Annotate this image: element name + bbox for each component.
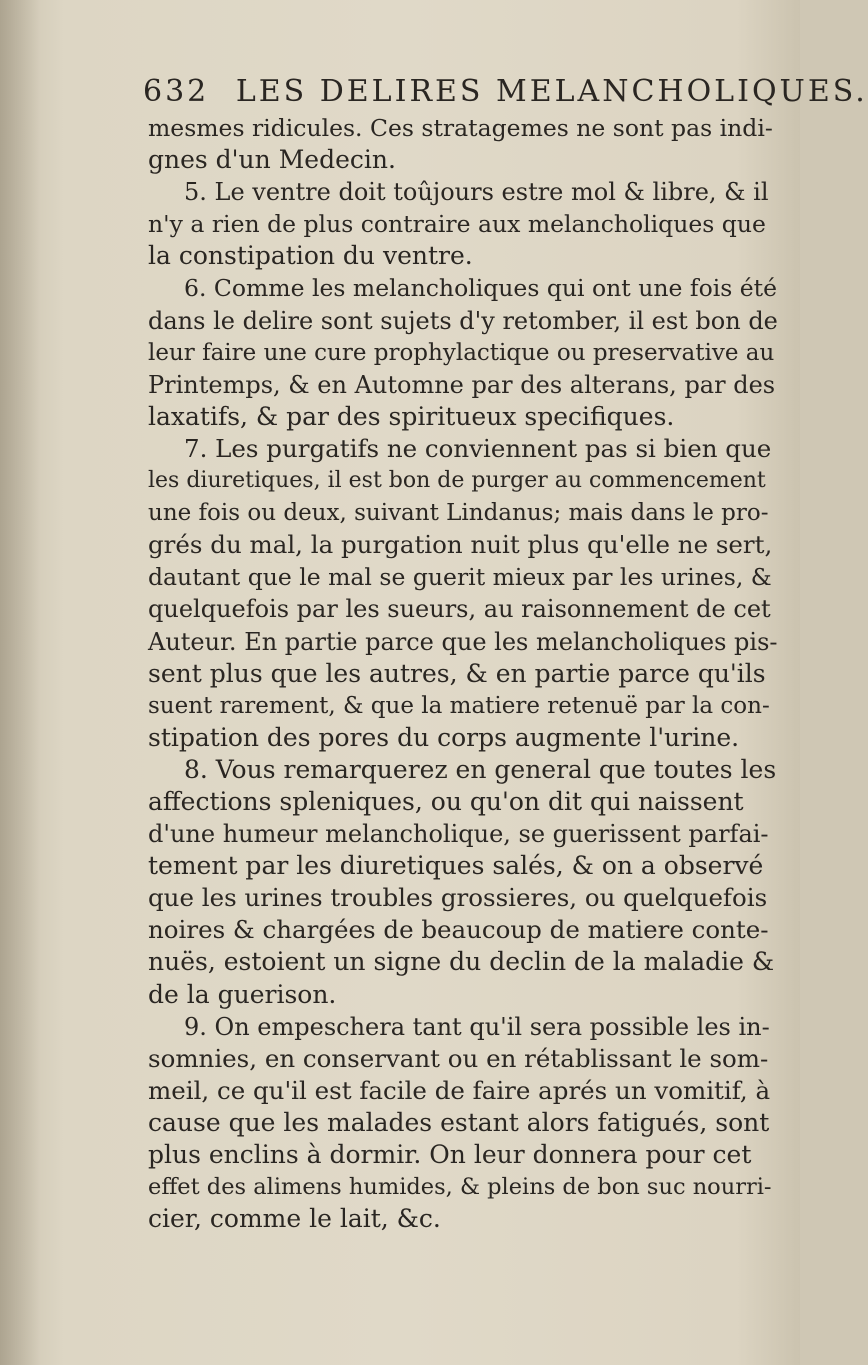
text-line: quelquefois par les sueurs, au raisonnement de cet xyxy=(148,595,771,624)
text-line: n'y a rien de plus contraire aux melancholiques que xyxy=(148,210,766,239)
text-line: somnies, en conservant ou en rétablissant le som- xyxy=(148,1043,769,1073)
text-line: 6. Comme les melancholiques qui ont une fois été xyxy=(184,274,778,303)
text-line: nuës, estoient un signe du declin de la maladie & xyxy=(148,947,775,977)
page-header xyxy=(143,74,868,109)
text-line: mesmes ridicules. Ces stratagemes ne sont pas indi- xyxy=(148,114,773,142)
text-line: tement par les diuretiques salés, & on a observé xyxy=(148,851,764,881)
text-line: noires & chargées de beaucoup de matiere conte- xyxy=(148,915,769,945)
text-line: leur faire une cure prophylactique ou preservative au xyxy=(148,339,775,366)
text-line: de la guerison. xyxy=(148,979,337,1009)
text-line: 5. Le ventre doit toûjours estre mol & libre, & il xyxy=(184,178,769,207)
text-line: suent rarement, & que la matiere retenuë par la con- xyxy=(148,692,770,719)
running-head: LES DELIRES MELANCHOLIQUES. xyxy=(235,74,868,109)
text-line: 7. Les purgatifs ne conviennent pas si bien que xyxy=(184,433,772,463)
text-line: les diuretiques, il est bon de purger au commencement xyxy=(148,468,766,494)
text-line: 8. Vous remarquerez en general que toutes les xyxy=(184,754,777,784)
text-line: affections spleniques, ou qu'on dit qui naissent xyxy=(148,786,744,816)
text-line: stipation des pores du corps augmente l'urine. xyxy=(148,722,740,752)
text-line: cause que les malades estant alors fatigués, sont xyxy=(148,1107,770,1137)
text-line: une fois ou deux, suivant Lindanus; mais dans le pro- xyxy=(148,500,769,527)
text-line: 9. On empeschera tant qu'il sera possible les in- xyxy=(184,1012,770,1041)
page-gutter-shadow xyxy=(0,0,40,1365)
text-line: d'une humeur melancholique, se guerissent parfai- xyxy=(148,820,769,849)
text-line: dans le delire sont sujets d'y retomber, il est bon de xyxy=(148,306,778,335)
body-text xyxy=(148,112,778,1235)
text-line: effet des alimens humides, & pleins de bon suc nourri- xyxy=(148,1174,772,1201)
text-line: grés du mal, la purgation nuit plus qu'elle ne sert, xyxy=(148,530,773,560)
text-line: sent plus que les autres, & en partie parce qu'ils xyxy=(148,658,766,688)
text-line: Auteur. En partie parce que les melancholiques pis- xyxy=(148,627,778,656)
text-line: cier, comme le lait, &c. xyxy=(148,1204,441,1234)
text-line: meil, ce qu'il est facile de faire aprés un vomitif, à xyxy=(148,1075,771,1105)
text-line: que les urines troubles grossieres, ou quelquefois xyxy=(148,883,768,913)
text-line: dautant que le mal se guerit mieux par les urines, & xyxy=(148,563,772,592)
text-line: gnes d'un Medecin. xyxy=(148,145,396,175)
text-line: plus enclins à dormir. On leur donnera pour cet xyxy=(148,1140,752,1169)
text-line: la constipation du ventre. xyxy=(148,241,473,271)
text-line: laxatifs, & par des spiritueux specifiques. xyxy=(148,401,675,431)
text-line: Printemps, & en Automne par des alterans, par des xyxy=(148,370,776,399)
page-number: 632 xyxy=(143,74,210,109)
